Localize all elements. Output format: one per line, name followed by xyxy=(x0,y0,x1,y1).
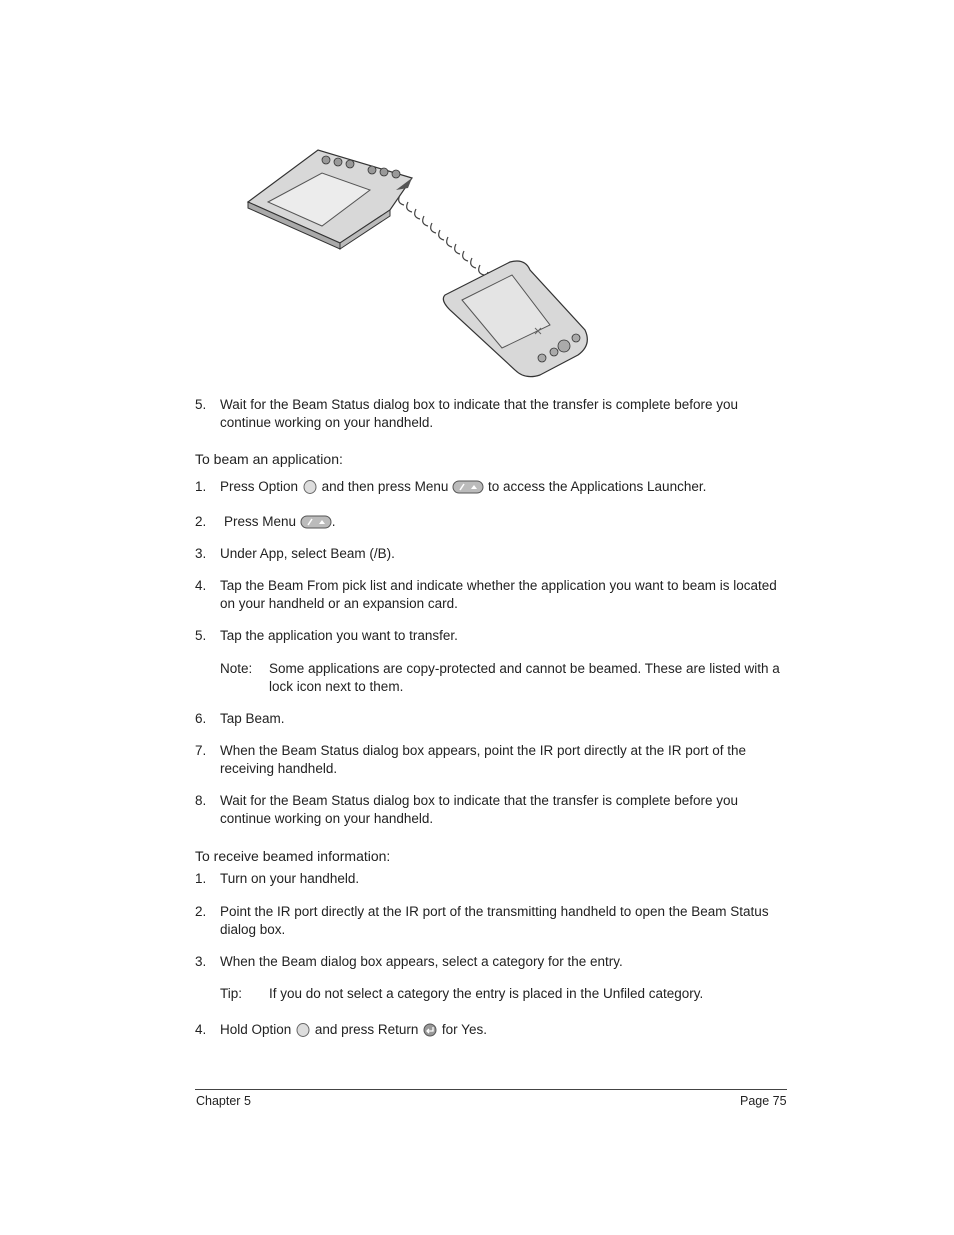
step-text: Tap the application you want to transfer. xyxy=(220,628,458,643)
list-item xyxy=(195,513,790,531)
list-item xyxy=(195,903,790,939)
transmitting-handheld-icon xyxy=(248,150,412,249)
step-number: 1. xyxy=(195,479,207,494)
footer-chapter: Chapter 5 xyxy=(196,1094,251,1108)
step-text: for Yes. xyxy=(441,1022,487,1037)
note-block xyxy=(220,660,790,696)
step-number: 2. xyxy=(195,904,207,919)
option-key-icon xyxy=(302,479,318,495)
note-text: Some applications are copy-protected and cannot be beamed. These are listed with a lock icon next to them. xyxy=(269,661,780,694)
note-label: Note: xyxy=(220,661,253,676)
step-text: Wait for the Beam Status dialog box to indicate that the transfer is complete before you continue working on your handheld. xyxy=(220,397,739,430)
menu-key-icon xyxy=(452,480,484,494)
list-item xyxy=(195,953,790,971)
step-text: Turn on your handheld. xyxy=(220,871,360,886)
step-number: 1. xyxy=(195,871,207,886)
list-item xyxy=(195,792,790,828)
step-text: Under App, select Beam (/B). xyxy=(220,546,395,561)
step-text: and then press Menu xyxy=(321,479,449,494)
step-text: Wait for the Beam Status dialog box to indicate that the transfer is complete before you continue working on your handheld. xyxy=(220,793,739,826)
footer-page-number: Page 75 xyxy=(740,1094,787,1108)
step-number: 5. xyxy=(195,397,207,412)
list-item xyxy=(195,396,790,432)
step-number: 3. xyxy=(195,546,207,561)
step-number: 3. xyxy=(195,954,207,969)
section-heading-beam-application: To beam an application: xyxy=(195,451,343,467)
step-text: When the Beam Status dialog box appears, point the IR port directly at the IR port of the receiving handheld. xyxy=(220,743,747,776)
ir-beam-waves-icon xyxy=(399,195,492,282)
menu-key-icon xyxy=(300,515,332,529)
footer-divider xyxy=(195,1089,787,1090)
step-text: . xyxy=(331,514,336,529)
option-key-icon xyxy=(295,1022,311,1038)
list-item xyxy=(195,545,790,563)
return-key-icon xyxy=(422,1022,438,1038)
tip-block xyxy=(220,985,790,1003)
section-heading-receive: To receive beamed information: xyxy=(195,848,391,864)
step-number: 7. xyxy=(195,743,207,758)
list-item xyxy=(195,577,790,613)
step-number: 4. xyxy=(195,578,207,593)
list-item xyxy=(195,742,790,778)
list-item xyxy=(195,870,790,888)
beaming-handhelds-illustration xyxy=(240,140,600,385)
step-text: Press Menu xyxy=(224,514,297,529)
step-number: 5. xyxy=(195,628,207,643)
step-text: Tap Beam. xyxy=(220,711,285,726)
step-text: Hold Option xyxy=(220,1022,292,1037)
step-text: and press Return xyxy=(314,1022,419,1037)
step-number: 4. xyxy=(195,1022,207,1037)
step-number: 2. xyxy=(195,514,207,529)
list-item xyxy=(195,710,790,728)
step-number: 8. xyxy=(195,793,207,808)
tip-text: If you do not select a category the entry is placed in the Unfiled category. xyxy=(269,986,704,1001)
step-text: Press Option xyxy=(220,479,299,494)
receiving-handheld-icon xyxy=(443,261,587,377)
step-text: Point the IR port directly at the IR port of the transmitting handheld to open the Beam Status dialog box. xyxy=(220,904,769,937)
tip-label: Tip: xyxy=(220,986,243,1001)
list-item xyxy=(195,478,790,496)
step-text: to access the Applications Launcher. xyxy=(487,479,707,494)
list-item xyxy=(195,1021,790,1039)
step-text: When the Beam dialog box appears, select a category for the entry. xyxy=(220,954,623,969)
step-number: 6. xyxy=(195,711,207,726)
list-item xyxy=(195,627,790,645)
step-text: Tap the Beam From pick list and indicate whether the application you want to beam is located on your handheld or an expansion card. xyxy=(220,578,777,611)
